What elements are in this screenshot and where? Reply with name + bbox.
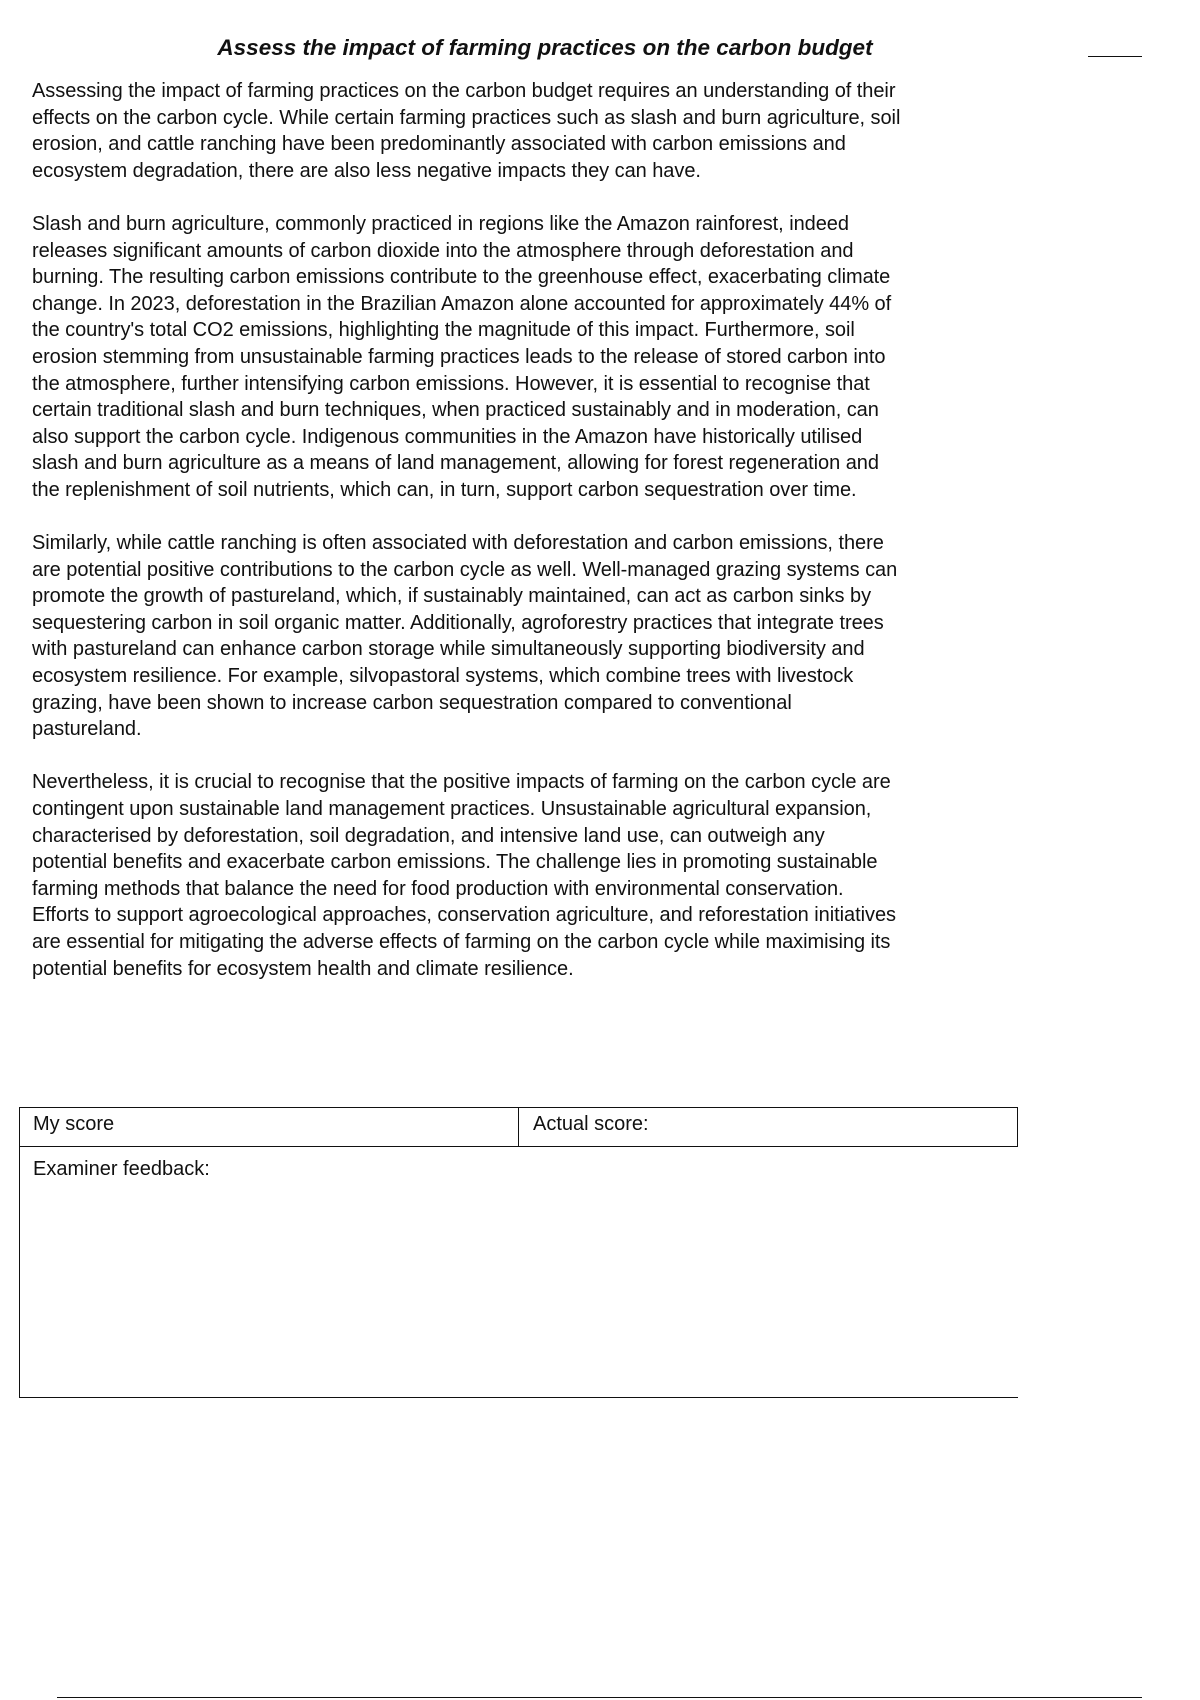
essay-paragraph-4: Nevertheless, it is crucial to recognise that the positive impacts of farming on the carbon cycle are contingent upon sustainable land management practices. Unsustainable agricultural expansion, characterised by deforestation, soil degradation, and intensive land use, can outweigh any potential benefits and exacerbate carbon emissions. The challenge lies in promoting sustainable farming methods that balance the need for food production with environmental conservation. Efforts to support agroecological approaches, conservation agriculture, and reforestation initiatives are essential for mitigating the adverse effects of farming on the carbon cycle while maximising its potential benefits for ecosystem health and climate resilience. bbox=[32, 771, 896, 980]
score-table bbox=[19, 1107, 1018, 1147]
essay-body bbox=[32, 78, 902, 982]
examiner-feedback-box[interactable] bbox=[19, 1146, 1018, 1398]
essay-paragraph-2: Slash and burn agriculture, commonly practiced in regions like the Amazon rainforest, indeed releases significant amounts of carbon dioxide into the atmosphere through deforestation and burning. The resulting carbon emissions contribute to the greenhouse effect, exacerbating climate change. In 2023, deforestation in the Brazilian Amazon alone accounted for approximately 44% of the country's total CO2 emissions, highlighting the magnitude of this impact. Furthermore, soil erosion stemming from unsustainable farming practices leads to the release of stored carbon into the atmosphere, further intensifying carbon emissions. However, it is essential to recognise that certain traditional slash and burn techniques, when practiced sustainably and in moderation, can also support the carbon cycle. Indigenous communities in the Amazon have historically utilised slash and burn agriculture as a means of land management, allowing for forest regeneration and the replenishment of soil nutrients, which can, in turn, support carbon sequestration over time. bbox=[32, 212, 892, 501]
essay-paragraph-3: Similarly, while cattle ranching is often associated with deforestation and carbon emissions, there are potential positive contributions to the carbon cycle as well. Well-managed grazing systems can promote the growth of pastureland, which, if sustainably maintained, can act as carbon sinks by sequestering carbon in soil organic matter. Additionally, agroforestry practices that integrate trees with pastureland can enhance carbon storage while simultaneously supporting biodiversity and ecosystem resilience. For example, silvopastoral systems, which combine trees with livestock grazing, have been shown to increase carbon sequestration compared to conventional pastureland. bbox=[32, 532, 898, 741]
essay-paragraph-1: Assessing the impact of farming practices on the carbon budget requires an understanding of their effects on the carbon cycle. While certain farming practices such as slash and burn agriculture, soil erosion, and cattle ranching have been predominantly associated with carbon emissions and ecosystem degradation, there are also less negative impacts they can have. bbox=[32, 80, 901, 182]
my-score-cell[interactable] bbox=[20, 1108, 519, 1146]
my-score-label: My score bbox=[33, 1113, 115, 1135]
actual-score-label: Actual score: bbox=[533, 1113, 649, 1135]
header-rule bbox=[1088, 56, 1142, 57]
actual-score-cell[interactable] bbox=[519, 1108, 1017, 1146]
footer-rule bbox=[57, 1697, 1142, 1698]
examiner-feedback-label: Examiner feedback: bbox=[33, 1158, 210, 1180]
page-title: Assess the impact of farming practices on the carbon budget bbox=[217, 35, 873, 60]
